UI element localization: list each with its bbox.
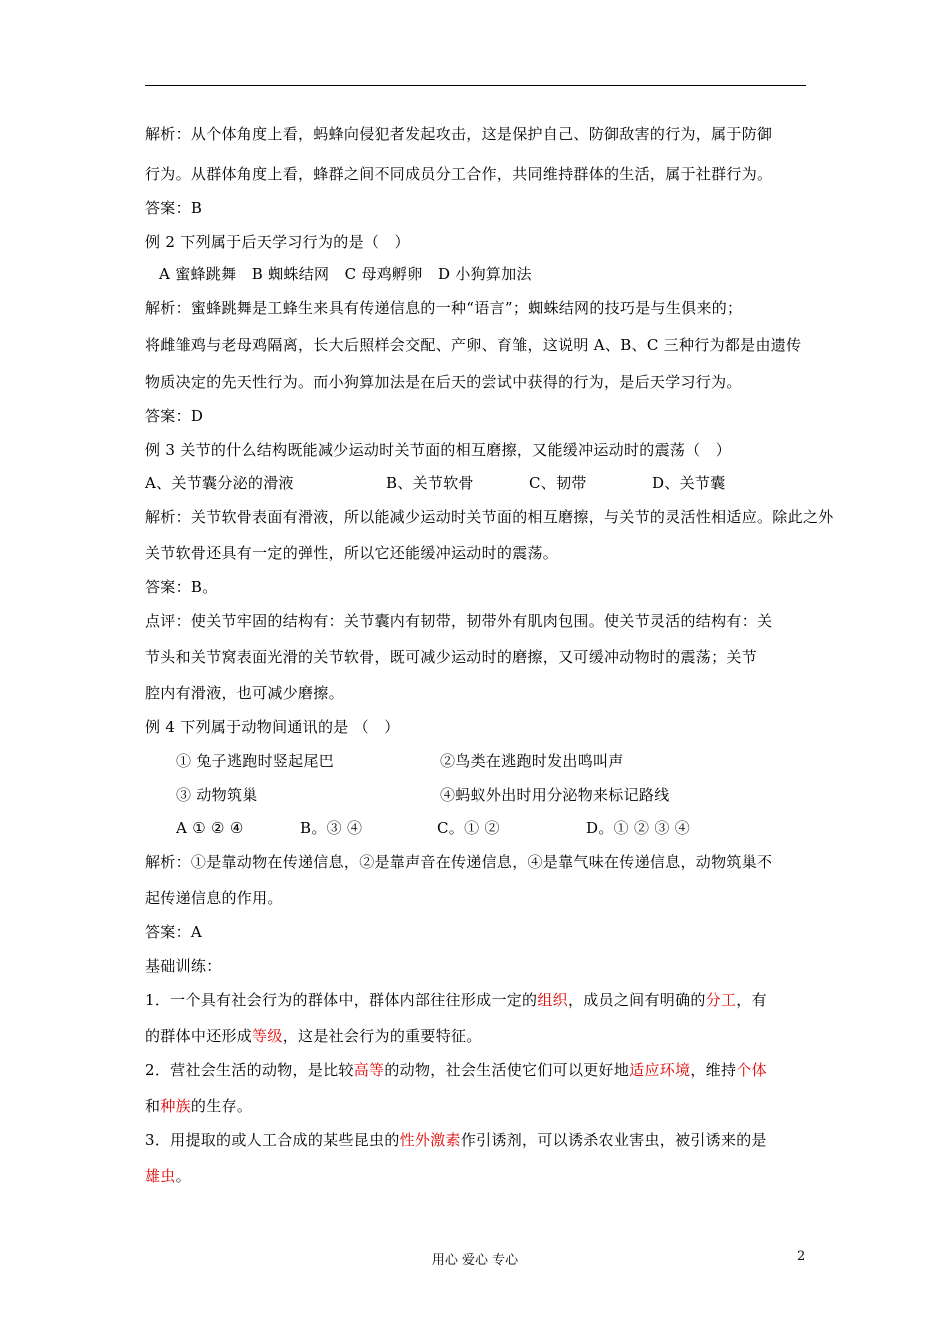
q2-answer-adapt: 适应环境 bbox=[629, 1061, 691, 1079]
q2-answer-species: 种族 bbox=[160, 1097, 191, 1115]
training-q3-line2 bbox=[145, 1166, 191, 1186]
example3-comment-line1: 点评：使关节牢固的结构有：关节囊内有韧带，韧带外有肌肉包围。使关节灵活的结构有：关 bbox=[145, 612, 773, 630]
example3-question: 例 3 关节的什么结构既能减少运动时关节面的相互磨擦，又能缓冲运动时的震荡（ ） bbox=[145, 441, 732, 459]
example4-analysis-line2: 起传递信息的作用。 bbox=[145, 889, 283, 907]
q3-answer-pheromone: 性外激素 bbox=[399, 1131, 461, 1149]
q2-answer-higher: 高等 bbox=[353, 1061, 385, 1079]
q2-text3: ，维持 bbox=[690, 1061, 737, 1079]
example2-question: 例 2 下列属于后天学习行为的是（ ） bbox=[145, 233, 410, 251]
q3-text3: 。 bbox=[175, 1167, 191, 1185]
q2-text5: 的生存。 bbox=[190, 1097, 253, 1115]
q1-answer-organization: 组织 bbox=[537, 991, 568, 1009]
answer3: 答案：B。 bbox=[145, 578, 218, 596]
example2-analysis-line1: 解析：蜜蜂跳舞是工蜂生来具有传递信息的一种“语言”；蜘蛛结网的技巧是与生俱来的； bbox=[145, 299, 743, 317]
example3-comment-line3: 腔内有滑液，也可减少磨擦。 bbox=[145, 684, 344, 702]
page-number: 2 bbox=[797, 1249, 806, 1264]
q1-text4: 的群体中还形成 bbox=[145, 1027, 253, 1045]
example3-analysis-line2: 关节软骨还具有一定的弹性，所以它还能缓冲运动时的震荡。 bbox=[145, 544, 559, 562]
example3-option-a: A、关节囊分泌的滑液 bbox=[145, 474, 294, 492]
answer1: 答案：B bbox=[145, 199, 203, 217]
q2-text2: 的动物，社会生活使它们可以更好地 bbox=[384, 1061, 630, 1079]
example3-option-d: D、关节囊 bbox=[652, 474, 726, 492]
q3-text2: 作引诱剂，可以诱杀农业害虫，被引诱来的是 bbox=[460, 1131, 767, 1149]
header-rule bbox=[145, 85, 806, 86]
example4-choice-b: B。③ ④ bbox=[300, 819, 363, 837]
q2-text1: 2．营社会生活的动物，是比较 bbox=[145, 1061, 354, 1079]
training-q2-line1 bbox=[145, 1060, 767, 1080]
example4-item4: ④蚂蚁外出时用分泌物来标记路线 bbox=[440, 786, 670, 804]
example4-choice-a: A ① ② ④ bbox=[176, 819, 244, 837]
q1-text1: 1．一个具有社会行为的群体中，群体内部往往形成一定的 bbox=[145, 991, 538, 1009]
q1-text5: ，这是社会行为的重要特征。 bbox=[282, 1027, 482, 1045]
example4-analysis-line1: 解析：①是靠动物在传递信息，②是靠声音在传递信息，④是靠气味在传递信息，动物筑巢不 bbox=[145, 853, 773, 871]
training-heading: 基础训练： bbox=[145, 957, 222, 975]
example4-question: 例 4 下列属于动物间通讯的是 （ ） bbox=[145, 718, 400, 736]
page-footer: 用心 爱心 专心 bbox=[431, 1253, 519, 1268]
analysis1-line2: 行为。从群体角度上看，蜂群之间不同成员分工合作，共同维持群体的生活，属于社群行为。 bbox=[145, 165, 773, 183]
example3-analysis-line1: 解析：关节软骨表面有滑液，所以能减少运动时关节面的相互磨擦，与关节的灵活性相适应。除此之外 bbox=[145, 508, 834, 526]
q2-text4: 和 bbox=[145, 1097, 161, 1115]
example4-choice-d: D。① ② ③ ④ bbox=[586, 819, 691, 837]
example3-option-c: C、韧带 bbox=[529, 474, 587, 492]
q1-text2: ，成员之间有明确的 bbox=[567, 991, 706, 1009]
analysis1-line1: 解析：从个体角度上看，蚂蜂向侵犯者发起攻击，这是保护自己、防御敌害的行为，属于防御 bbox=[145, 125, 773, 143]
q3-text1: 3．用提取的或人工合成的某些昆虫的 bbox=[145, 1131, 400, 1149]
example3-option-b: B、关节软骨 bbox=[386, 474, 474, 492]
training-q1-line2 bbox=[145, 1026, 482, 1046]
training-q2-line2 bbox=[145, 1096, 252, 1116]
example2-analysis-line3: 物质决定的先天性行为。而小狗算加法是在后天的尝试中获得的行为，是后天学习行为。 bbox=[145, 373, 742, 391]
q3-answer-male: 雄虫 bbox=[145, 1167, 176, 1185]
example3-comment-line2: 节头和关节窝表面光滑的关节软骨，既可减少运动时的磨擦，又可缓冲动物时的震荡；关节 bbox=[145, 648, 758, 666]
example4-item1: ① 兔子逃跑时竖起尾巴 bbox=[176, 752, 335, 770]
example4-item3: ③ 动物筑巢 bbox=[176, 786, 258, 804]
q1-answer-rank: 等级 bbox=[252, 1027, 283, 1045]
q1-answer-division: 分工 bbox=[705, 991, 737, 1009]
example4-item2: ②鸟类在逃跑时发出鸣叫声 bbox=[440, 752, 624, 770]
q2-answer-individual: 个体 bbox=[736, 1061, 767, 1079]
answer2: 答案：D bbox=[145, 407, 204, 425]
answer4: 答案：A bbox=[145, 923, 203, 941]
example2-analysis-line2: 将雌雏鸡与老母鸡隔离，长大后照样会交配、产卵、育雏，这说明 A、B、C 三种行为都是由遗传 bbox=[145, 336, 802, 354]
example4-choice-c: C。① ② bbox=[437, 819, 500, 837]
training-q1-line1 bbox=[145, 990, 767, 1010]
example2-options: A 蜜蜂跳舞 B 蜘蛛结网 C 母鸡孵卵 D 小狗算加法 bbox=[159, 265, 532, 283]
q1-text3: ，有 bbox=[736, 991, 767, 1009]
training-q3-line1 bbox=[145, 1130, 767, 1150]
